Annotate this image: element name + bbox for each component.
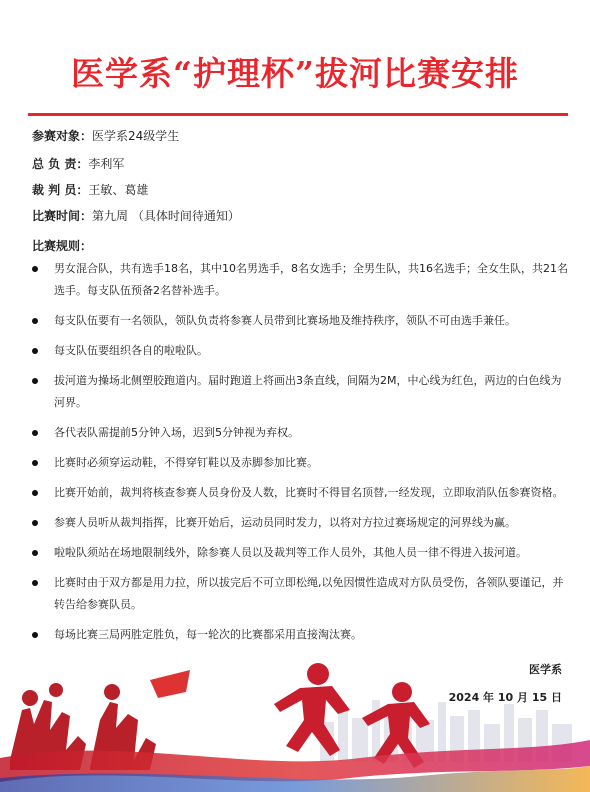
info-value: 王敏、葛雄 — [88, 183, 149, 197]
rules-heading: 比赛规则： — [32, 239, 93, 253]
info-value: 第九周 （具体时间待通知） — [92, 209, 240, 223]
rule-item: 男女混合队，共有选手18名，其中10名男选手，8名女选手；全男生队，共16名选手；全女生队，共21名选手。每支队伍预备2名替补选手。 — [30, 258, 570, 302]
info-label: 比赛时间： — [32, 209, 93, 223]
rule-item: 比赛时必须穿运动鞋，不得穿钉鞋以及赤脚参加比赛。 — [30, 452, 570, 474]
info-value: 李利军 — [88, 157, 125, 171]
rule-item: 比赛时由于双方都是用力拉，所以拔完后不可立即松绳,以免因惯性造成对方队员受伤，各领队要谨记，并转告给参赛队员。 — [30, 572, 570, 616]
rule-item: 每场比赛三局两胜定胜负，每一轮次的比赛都采用直接淘汰赛。 — [30, 624, 570, 646]
page-title: 医学系“护理杯”拔河比赛安排 — [71, 54, 519, 93]
rule-item: 啦啦队须站在场地限制线外，除参赛人员以及裁判等工作人员外，其他人员一律不得进入拔河道。 — [30, 542, 570, 564]
info-label: 参赛对象： — [32, 129, 93, 143]
sports-banner-illustration — [0, 640, 590, 792]
info-leader — [32, 157, 124, 171]
rule-item: 每支队伍要有一名领队，领队负责将参赛人员带到比赛场地及维持秩序，领队不可由选手兼任。 — [30, 310, 570, 332]
rule-item: 参赛人员听从裁判指挥，比赛开始后，运动员同时发力，以将对方拉过赛场规定的河界线为赢。 — [30, 512, 570, 534]
info-label: 总 负 责： — [32, 157, 89, 171]
signature-date: 2024 年 10 月 15 日 — [448, 691, 562, 704]
rule-item: 比赛开始前，裁判将核查参赛人员身份及人数，比赛时不得冒名顶替,一经发现，立即取消队伍参赛资格。 — [30, 482, 570, 504]
rule-item: 每支队伍要组织各自的啦啦队。 — [30, 340, 570, 362]
info-value: 医学系24级学生 — [92, 129, 180, 143]
rules-list — [30, 258, 570, 654]
signature-dept: 医学系 — [529, 663, 562, 676]
title-divider — [28, 113, 568, 116]
rule-item: 各代表队需提前5分钟入场，迟到5分钟视为弃权。 — [30, 422, 570, 444]
info-participants — [32, 129, 179, 143]
info-label: 裁 判 员： — [32, 183, 89, 197]
info-referees — [32, 183, 148, 197]
rule-item: 拔河道为操场北侧塑胶跑道内。届时跑道上将画出3条直线，间隔为2M，中心线为红色，两边的白色线为河界。 — [30, 370, 570, 414]
info-time — [32, 209, 240, 223]
